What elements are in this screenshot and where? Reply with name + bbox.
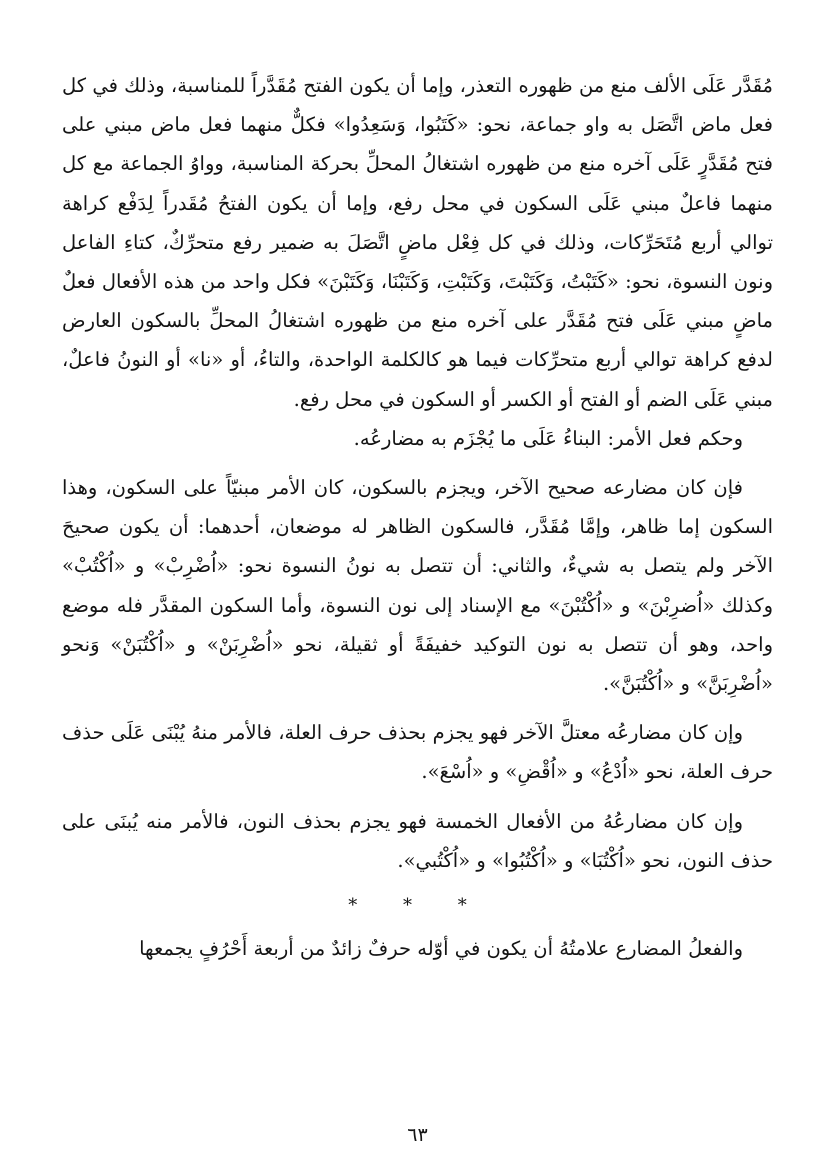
section-separator: * * * — [348, 895, 487, 917]
paragraph-2: وحكم فعل الأمر: البناءُ عَلَى ما يُجْزَم به مضارعُه. — [353, 426, 743, 450]
paragraph-5: وإن كان مضارعُهُ من الأفعال الخمسة فهو يجزم بحذف النون، فالأمر منه يُبنَى على حذف النون، نحو «اُكْتُبَا» و «اُكْتُبُوا» و «اُكْتُبي». — [62, 809, 773, 872]
paragraph-4: وإن كان مضارعُه معتلَّ الآخر فهو يجزم بحذف حرف العلة، فالأمر منهُ يُبْنَى عَلَى حذف حرف العلة، نحو «اُدْعُ» و «اُقْضِ» و «اُسْعَ». — [62, 721, 773, 784]
paragraph-gap — [62, 703, 773, 713]
page-body — [62, 66, 773, 968]
paragraph-1: مُقَدَّر عَلَى الألف منع من ظهوره التعذر، وإما أن يكون الفتح مُقَدَّراً للمناسبة، وذلك في كل فعل ماض اتَّصَل به واو جماعة، نحو: «كَتَبُوا، وَسَعِدُوا» فكلٌّ منهما فعل ماض مبني على فتح مُقَدَّرٍ عَلَى آخره منع من ظهوره اشتغالُ المحلِّ بحركة المناسبة، وواوُ الجماعة مع كل منهما فاعلٌ مبني عَلَى السكون في محل رفع، وإما أن يكون الفتحُ مُقَدراً لِدَفْع كراهة توالي أربع مُتَحَرِّكات، وذلك في كل فِعْل ماضٍ اتَّصَلَ به ضمير رفع متحرِّكٌ، كتاءِ الفاعل ونون النسوة، نحو: «كَتَبْتُ، وَكَتَبْتَ، وَكَتَبْتِ، وَكَتَبْنَا، وَكَتَبْنَ» فكل واحد من هذه الأفعال فعلٌ ماضٍ مبني عَلَى فتح مُقَدَّر على آخره منع من ظهوره اشتغالُ المحلِّ بالسكون العارض لدفع كراهة توالي أربع متحرِّكات فيما هو كالكلمة الواحدة، والتاءُ، أو «نا» أو النونُ فاعلٌ، مبني عَلَى الضم أو الفتح أو الكسر أو السكون في محل رفع. — [62, 74, 773, 411]
paragraph-3: فإن كان مضارعه صحيح الآخر، ويجزم بالسكون، كان الأمر مبنيّاً على السكون، وهذا السكون إما ظاهر، وإمَّا مُقَدَّر، فالسكون الظاهر له موضعان، أحدهما: أن يكون صحيحَ الآخر ولم يتصل به شيءٌ، والثاني: أن تتصل به نونُ النسوة نحو: «اُضْرِبْ» و «اُكْتُبْ» وكذلك «اُضرِبْنَ» و «اُكْتُبْنَ» مع الإسناد إلى نون النسوة، وأما السكون المقدَّر فله موضع واحد، وهو أن تتصل به نون التوكيد خفيفَةً أو ثقيلة، نحو «اُضْرِبَنْ» و «اُكْتُبَنْ» وَنحو «اُضْرِبَنَّ» و «اُكْتُبَنَّ». — [62, 476, 773, 696]
page-number: ٦٣ — [407, 1124, 428, 1146]
paragraph-6: والفعلُ المضارع علامتُهُ أن يكون في أوّله حرفٌ زائدٌ من أربعة أَحْرُفٍ يجمعها — [139, 937, 743, 961]
paragraph-gap — [62, 458, 773, 468]
paragraph-gap — [62, 792, 773, 802]
